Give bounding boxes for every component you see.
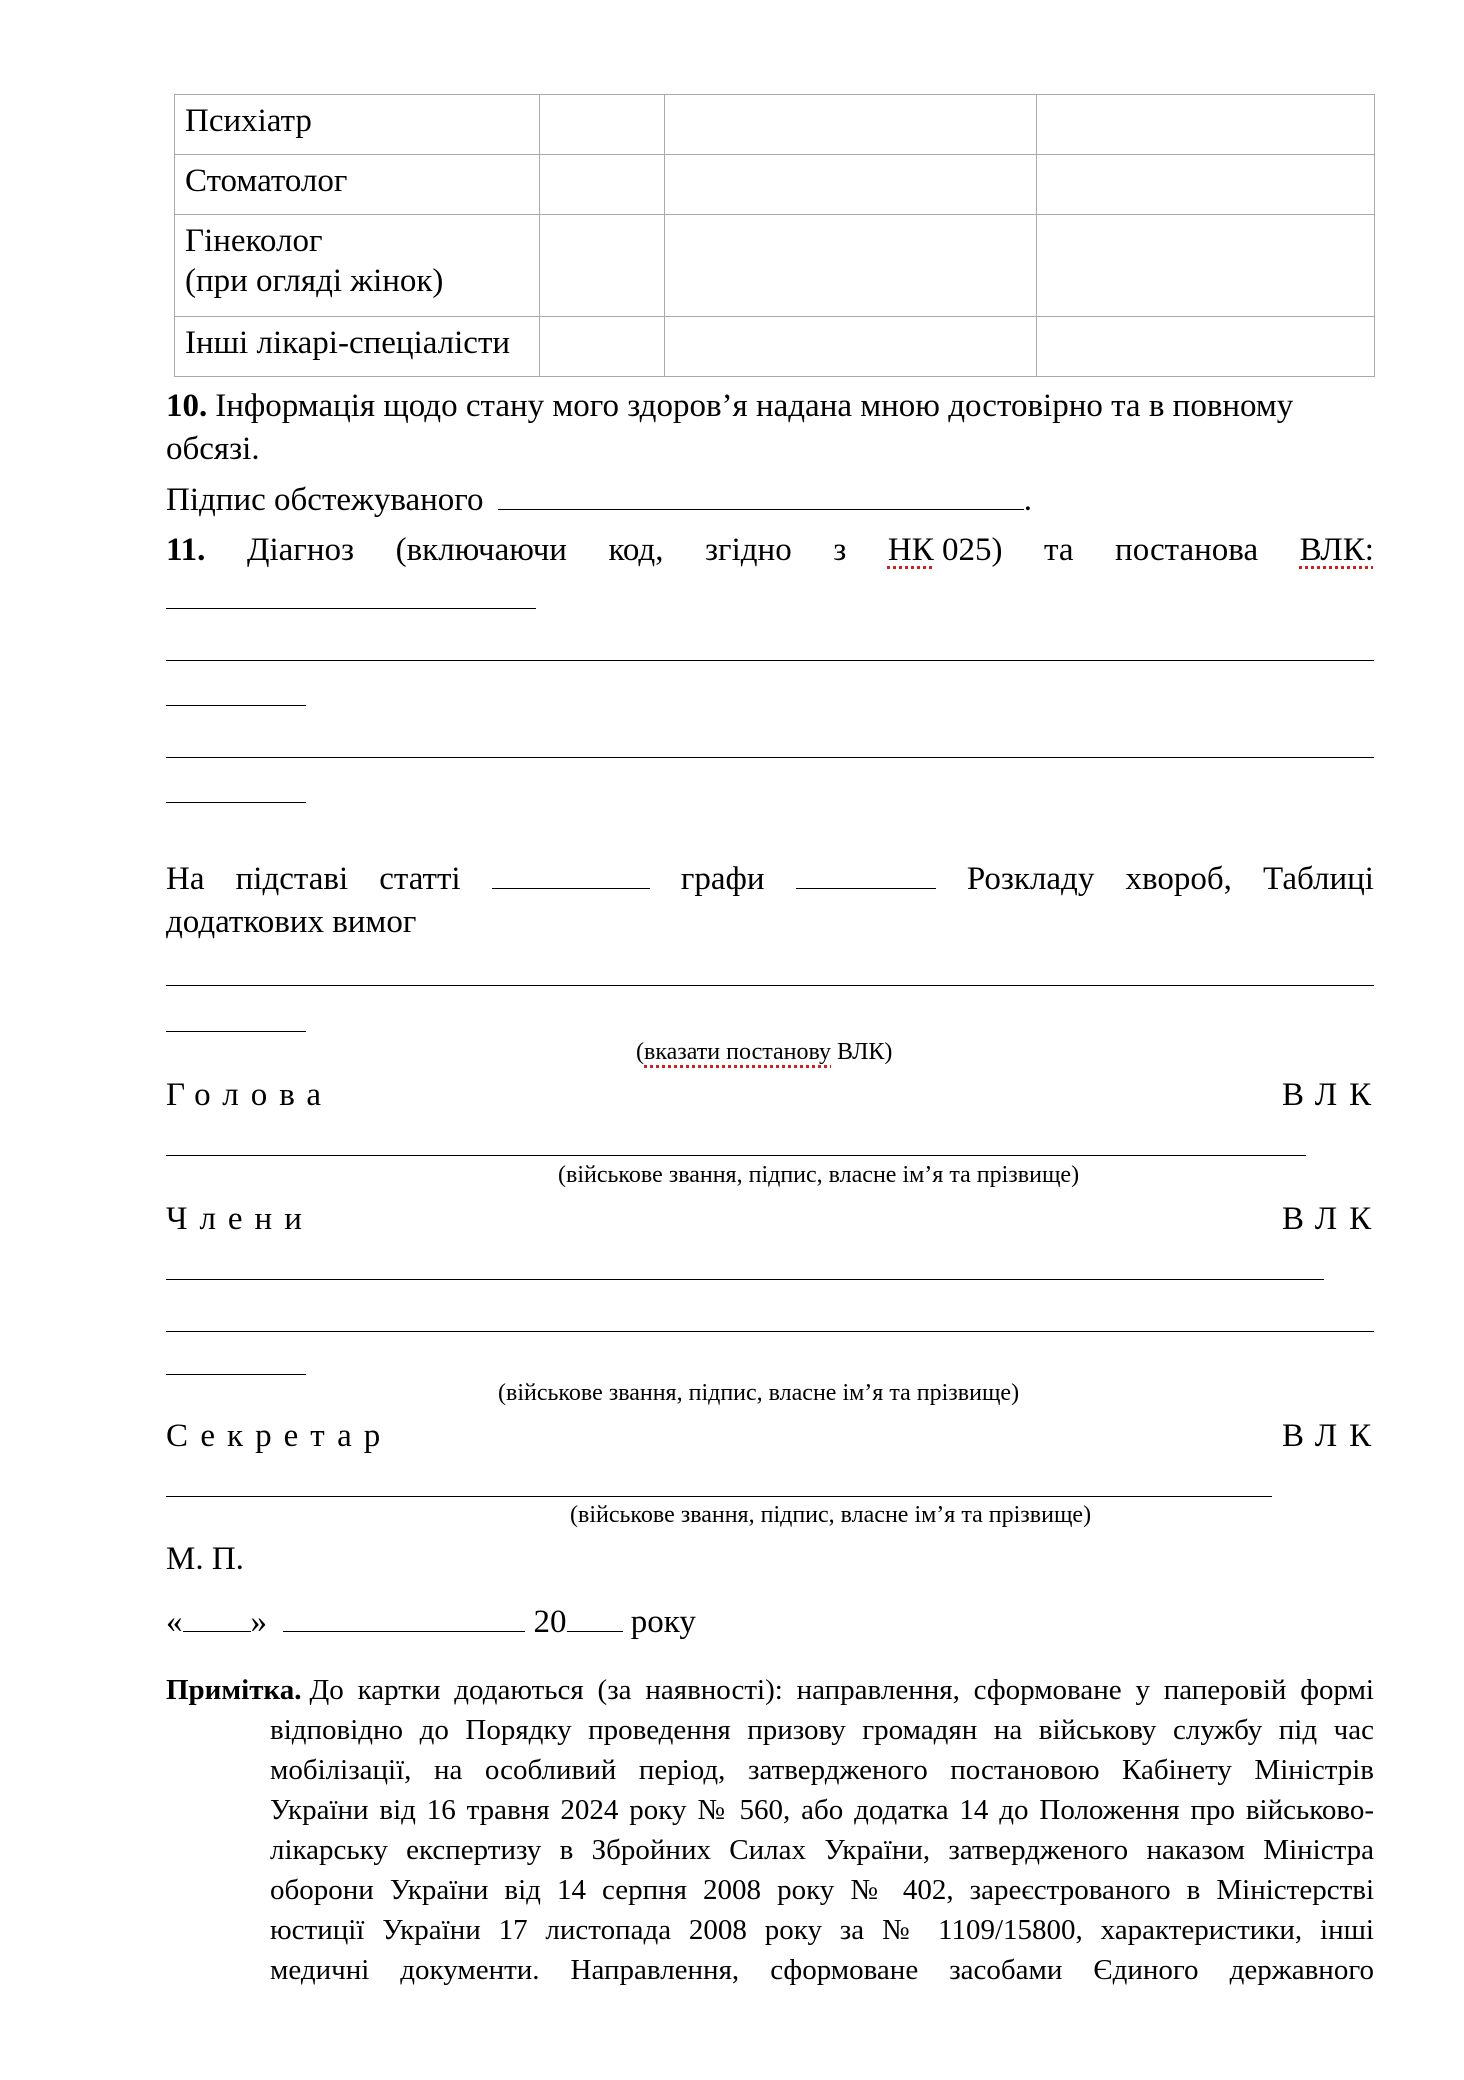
decision-line[interactable] xyxy=(166,985,1374,986)
specialist-name: Гінеколог xyxy=(185,223,323,259)
members-caption: (військове звання, підпис, власне ім’я та прізвище) xyxy=(498,1380,1020,1406)
section-10-text-cont: обсязі. xyxy=(166,431,260,467)
signature-label: Підпис обстежуваного xyxy=(166,482,484,518)
specialists-table xyxy=(174,94,1375,377)
note-line: мобілізації, на особливий період, затвердженого постановою Кабінету Міністрів xyxy=(270,1754,1374,1786)
vlk-label: ВЛК: xyxy=(1299,532,1374,568)
note-line: України від 16 травня 2024 року № 560, або додатка 14 до Положення про військово- xyxy=(270,1794,1374,1826)
members-signature-line[interactable] xyxy=(166,1374,306,1375)
note-line: лікарську експертизу в Збройних Силах України, затвердженого наказом Міністра xyxy=(270,1834,1374,1866)
diagnosis-line[interactable] xyxy=(166,705,306,706)
head-caption: (військове звання, підпис, власне ім’я та прізвище) xyxy=(558,1162,1080,1188)
table-cell xyxy=(540,215,665,317)
year-blank[interactable] xyxy=(567,1601,623,1632)
column-blank[interactable] xyxy=(796,858,936,889)
section-11-number: 11. xyxy=(166,532,206,568)
signature-blank[interactable] xyxy=(498,479,1024,510)
specialist-name: Психіатр xyxy=(175,95,540,155)
specialist-name: Інші лікарі-спеціалісти xyxy=(175,317,540,377)
table-cell xyxy=(540,95,665,155)
decision-line[interactable] xyxy=(166,1031,306,1032)
day-blank[interactable] xyxy=(183,1601,251,1632)
table-cell xyxy=(665,317,1037,377)
table-cell xyxy=(540,317,665,377)
code-nk: НК xyxy=(887,532,934,568)
table-cell xyxy=(665,215,1037,317)
diagnosis-line[interactable] xyxy=(166,608,536,609)
members-signature-line[interactable] xyxy=(166,1279,1324,1280)
table-row xyxy=(175,215,1375,317)
diagnosis-line[interactable] xyxy=(166,802,306,803)
section-10-line-1 xyxy=(166,385,1374,427)
table-row xyxy=(175,317,1375,377)
table-cell xyxy=(1037,95,1375,155)
basis-line: На підставі статті графи Розкладу хвороб, Таблиці xyxy=(166,858,1374,900)
note-block xyxy=(166,1670,1374,1990)
diagnosis-line[interactable] xyxy=(166,757,1374,758)
head-label: Голова xyxy=(166,1077,334,1113)
article-blank[interactable] xyxy=(492,858,650,889)
table-row xyxy=(175,155,1375,215)
diagnosis-line[interactable] xyxy=(166,660,1374,661)
decision-caption: (вказати постанову ВЛК) xyxy=(636,1039,893,1065)
table-cell xyxy=(665,95,1037,155)
table-cell xyxy=(540,155,665,215)
section-10-number: 10. xyxy=(166,388,208,424)
members-label: Члени xyxy=(166,1201,314,1237)
note-line: До картки додаються (за наявності): направлення, сформоване у паперовій формі xyxy=(309,1674,1374,1706)
specialist-note: (при огляді жінок) xyxy=(185,263,444,299)
table-cell xyxy=(1037,155,1375,215)
section-11-line: 11. Діагноз (включаючи код, згідно з НК 025) та постанова ВЛК: xyxy=(166,529,1374,571)
table-cell xyxy=(1037,317,1375,377)
head-vlk: ВЛК xyxy=(1282,1077,1384,1113)
seal-mark: М. П. xyxy=(166,1541,244,1577)
note-line: відповідно до Порядку проведення призову громадян на військову службу під час xyxy=(270,1714,1374,1746)
specialist-cell xyxy=(175,215,540,317)
table-cell xyxy=(665,155,1037,215)
signature-line: Підпис обстежуваного . xyxy=(166,479,1032,521)
secretary-signature-line[interactable] xyxy=(166,1496,1272,1497)
secretary-vlk: ВЛК xyxy=(1282,1418,1384,1454)
note-line: оборони України від 14 серпня 2008 року № 402, зареєстрованого в Міністерстві xyxy=(270,1874,1374,1906)
table-row xyxy=(175,95,1375,155)
date-line: « » 20 року xyxy=(166,1601,696,1643)
month-blank[interactable] xyxy=(283,1601,525,1632)
specialist-name: Стоматолог xyxy=(175,155,540,215)
note-line: юстиції України 17 листопада 2008 року за № 1109/15800, характеристики, інші xyxy=(270,1914,1374,1946)
secretary-caption: (військове звання, підпис, власне ім’я та прізвище) xyxy=(570,1502,1092,1528)
head-signature-line[interactable] xyxy=(166,1155,1306,1156)
secretary-label: Секретар xyxy=(166,1418,393,1454)
members-vlk: ВЛК xyxy=(1282,1201,1384,1237)
note-line: медичні документи. Направлення, сформоване засобами Єдиного державного xyxy=(270,1954,1374,1986)
members-signature-line[interactable] xyxy=(166,1331,1374,1332)
basis-line-2: додаткових вимог xyxy=(166,904,417,940)
table-cell xyxy=(1037,215,1375,317)
note-label: Примітка. xyxy=(166,1674,302,1706)
section-10-text: Інформація щодо стану мого здоров’я надана мною достовірно та в повному xyxy=(215,388,1294,424)
